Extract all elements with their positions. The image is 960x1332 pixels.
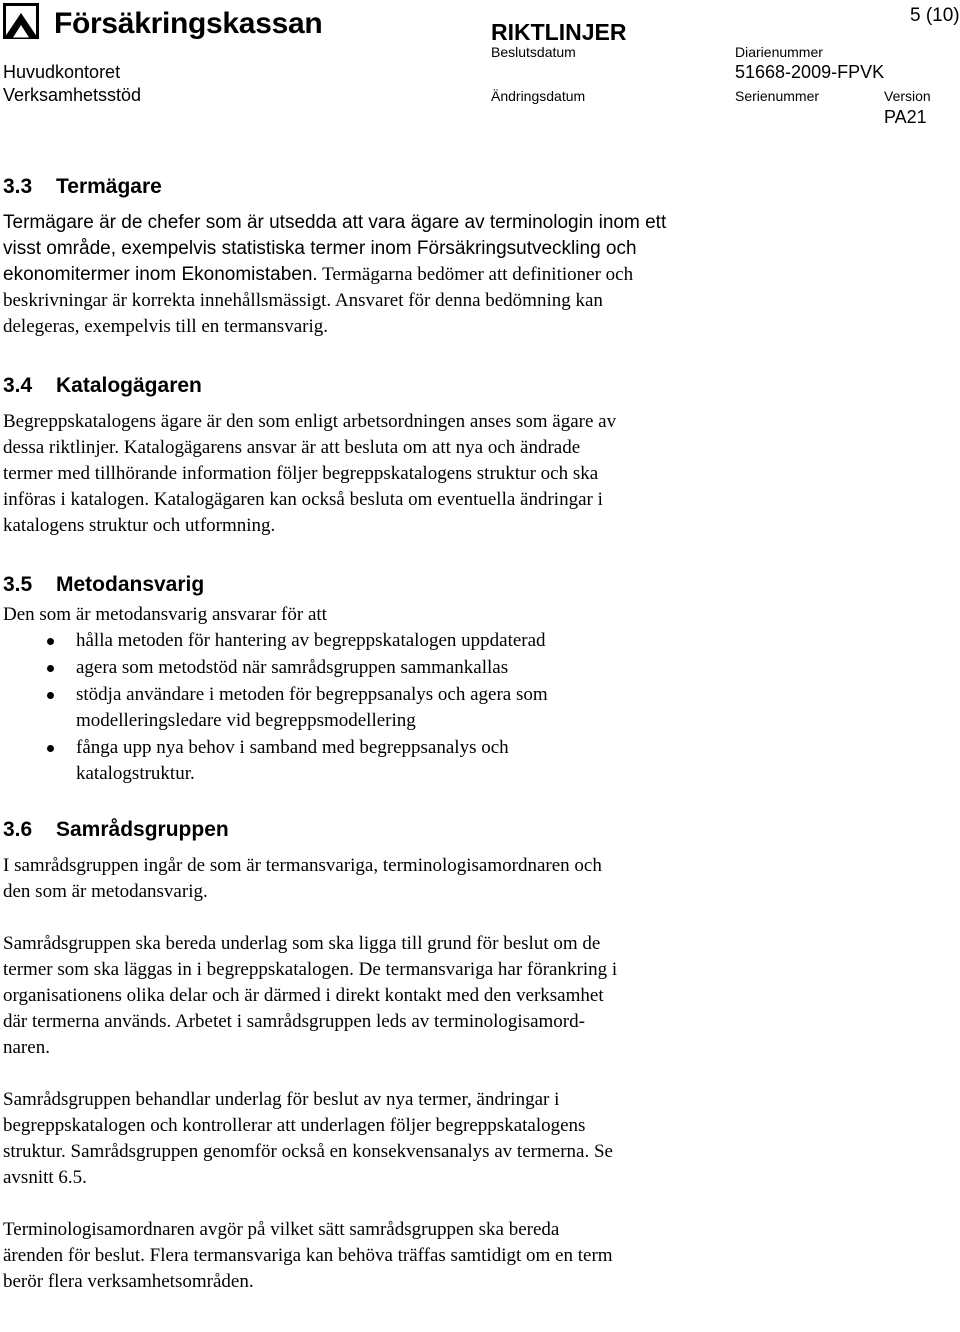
section-heading (3, 371, 943, 401)
list-item (3, 628, 943, 654)
list-item (3, 735, 943, 787)
list-item-text: agera som metodstöd när samrådsgruppen sammankallas (76, 657, 509, 678)
bullet-icon (47, 745, 54, 752)
section-paragraph (3, 210, 943, 340)
section-heading (3, 570, 943, 600)
section-number: 3.3 (3, 175, 33, 198)
paragraph-text: Termägare är de chefer som är utsedda att vara ägare av terminologin inom ett visst område, exempelvis statistiska termer inom Försäkringsutveckling och ekonomitermer inom Ekonomistaben. (3, 212, 667, 285)
section-heading (3, 815, 943, 845)
list-item-text: fånga upp nya behov i samband med begreppsanalys och katalogstruktur. (76, 737, 509, 784)
list-item (3, 655, 943, 681)
version-value: PA21 (884, 107, 927, 127)
department: Verksamhetsstöd (3, 85, 142, 105)
org-unit: Huvudkontoret (3, 62, 121, 82)
list-item-text: hålla metoden för hantering av begreppskatalogen uppdaterad (76, 630, 546, 651)
list-item (3, 682, 943, 734)
section-heading (3, 172, 943, 202)
andringsdatum-label: Ändringsdatum (491, 88, 586, 104)
bullet-icon (47, 638, 54, 645)
section-number: 3.6 (3, 818, 33, 841)
diarienummer-value: 51668-2009-FPVK (735, 62, 885, 82)
section-paragraph: Terminologisamordnaren avgör på vilket sätt samrådsgruppen ska bereda ärenden för beslut. Flera termansvariga kan behöva träffas samtidigt om en term berör flera verksamhetsområden. (3, 1219, 613, 1292)
section-title: Metodansvarig (56, 573, 205, 596)
section-title: Katalogägaren (56, 374, 202, 397)
page-number: 5 (10) (910, 5, 960, 26)
section-paragraph: Begreppskatalogens ägare är den som enligt arbetsordningen anses som ägare av dessa riktlinjer. Katalogägarens ansvar är att besluta om att nya och ändrade termer med tillhörande information följer begreppskatalogens struktur och ska införas i katalogen. Katalogägaren kan också besluta om eventuella ändringar i katalogens struktur och utformning. (3, 411, 617, 536)
section-number: 3.5 (3, 573, 33, 596)
section-title: Termägare (56, 175, 162, 198)
paragraph-text: Termägarna bedömer att definitioner och beskrivningar är korrekta innehållsmässigt. Ansvaret för denna bedömning kan delegeras, exempelvis till en termansvarig. (3, 264, 634, 337)
logo-text: Försäkringskassan (54, 7, 323, 40)
document-type: RIKTLINJER (491, 19, 627, 45)
diarienummer-label: Diarienummer (735, 44, 823, 60)
section-number: 3.4 (3, 374, 33, 397)
bullet-icon (47, 692, 54, 699)
bullet-icon (47, 665, 54, 672)
version-label: Version (884, 88, 931, 104)
bullet-list (3, 628, 943, 787)
serienummer-label: Serienummer (735, 88, 820, 104)
section-paragraph: Samrådsgruppen ska bereda underlag som ska ligga till grund för beslut om de termer som ska läggas in i begreppskatalogen. De termansvariga har förankring i organisationens olika delar och är därmed i direkt kontakt med den verksamhet där termerna används. Arbetet i samrådsgruppen leds av terminologisamord- naren. (3, 933, 618, 1058)
document-body (3, 172, 943, 1295)
section-paragraph: Samrådsgruppen behandlar underlag för beslut av nya termer, ändringar i begreppskatalogen och kontrollerar att underlagen följer begreppskatalogens struktur. Samrådsgruppen genomför också en konsekvensanalys av termerna. Se avsnitt 6.5. (3, 1089, 613, 1188)
beslutsdatum-label: Beslutsdatum (491, 44, 576, 60)
list-item-text: stödja användare i metoden för begreppsanalys och agera som modelleringsledare vid begreppsmodellering (76, 684, 548, 731)
section-title: Samrådsgruppen (56, 818, 229, 841)
section-paragraph: I samrådsgruppen ingår de som är termansvariga, terminologisamordnaren och den som är metodansvarig. (3, 855, 602, 902)
forsakringskassan-logo-icon (3, 3, 39, 39)
section-intro: Den som är metodansvarig ansvarar för att (3, 604, 327, 625)
